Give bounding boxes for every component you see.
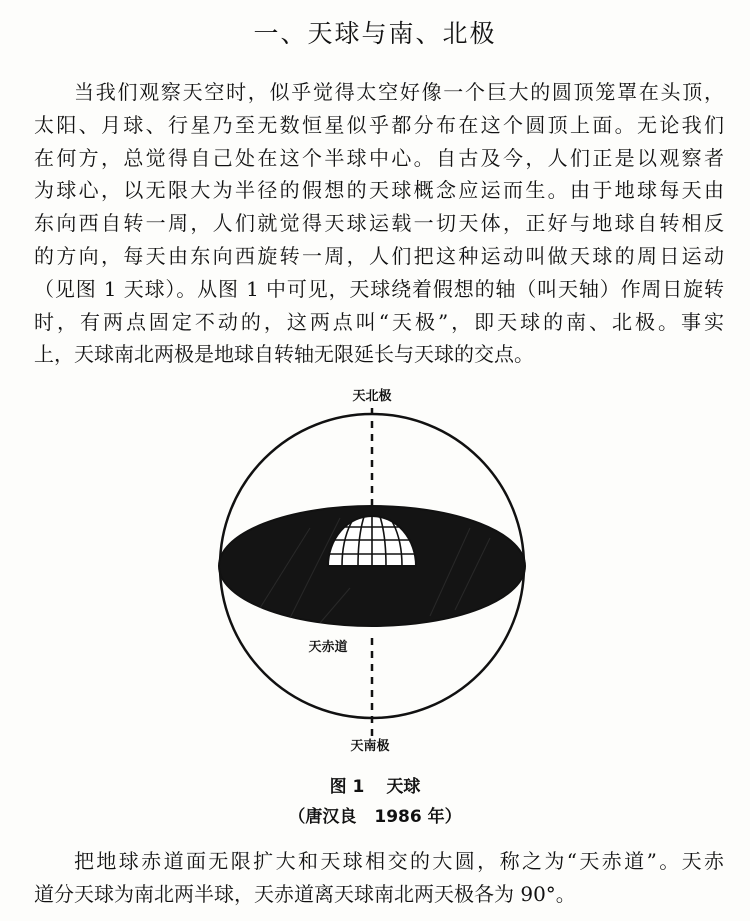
label-south-pole: 天南极 (350, 739, 390, 754)
text-line: 时，有两点固定不动的，这两点叫“天极”，即天球的南、北极。事实 (34, 309, 724, 334)
figure-credit (0, 802, 750, 827)
celestial-sphere-figure (200, 378, 540, 758)
figure-number: 图 1 (329, 777, 365, 797)
paragraph-equator (34, 845, 724, 911)
figure-year: 1986 年） (374, 807, 462, 827)
text-line: 东向西自转一周，人们就觉得天球运载一切天体，正好与地球自转相反 (34, 211, 724, 236)
text-line: （见图 1 天球）。从图 1 中可见，天球绕着假想的轴（叫天轴）作周日旋转 (34, 276, 724, 301)
text-line: 在何方，总觉得自己处在这个半球中心。自古及今，人们正是以观察者 (34, 145, 724, 170)
text-line: 道分天球为南北两半球，天赤道离天球南北两天极各为 90°。 (34, 881, 576, 906)
celestial-sphere-diagram (200, 378, 540, 758)
text-line: 的方向，每天由东向西旋转一周，人们把这种运动叫做天球的周日运动 (34, 243, 724, 268)
text-line: 把地球赤道面无限扩大和天球相交的大圆，称之为“天赤道”。天赤 (74, 849, 724, 873)
paragraph-intro (34, 76, 724, 371)
label-north-pole: 天北极 (352, 389, 392, 404)
label-celestial-equator: 天赤道 (308, 640, 348, 655)
figure-title: 天球 (386, 777, 421, 797)
section-heading: 一、天球与南、北极 (253, 19, 497, 48)
text-line: 太阳、月球、行星乃至无数恒星似乎都分布在这个圆顶上面。无论我们 (34, 112, 724, 137)
text-line: 上，天球南北两极是地球自转轴无限延长与天球的交点。 (34, 342, 534, 367)
figure-author: （唐汉良 (288, 807, 357, 827)
text-line: 当我们观察天空时，似乎觉得太空好像一个巨大的圆顶笼罩在头顶， (74, 80, 724, 104)
figure-caption (0, 772, 750, 797)
text-line: 为球心，以无限大为半径的假想的天球概念应运而生。由于地球每天由 (34, 178, 724, 203)
